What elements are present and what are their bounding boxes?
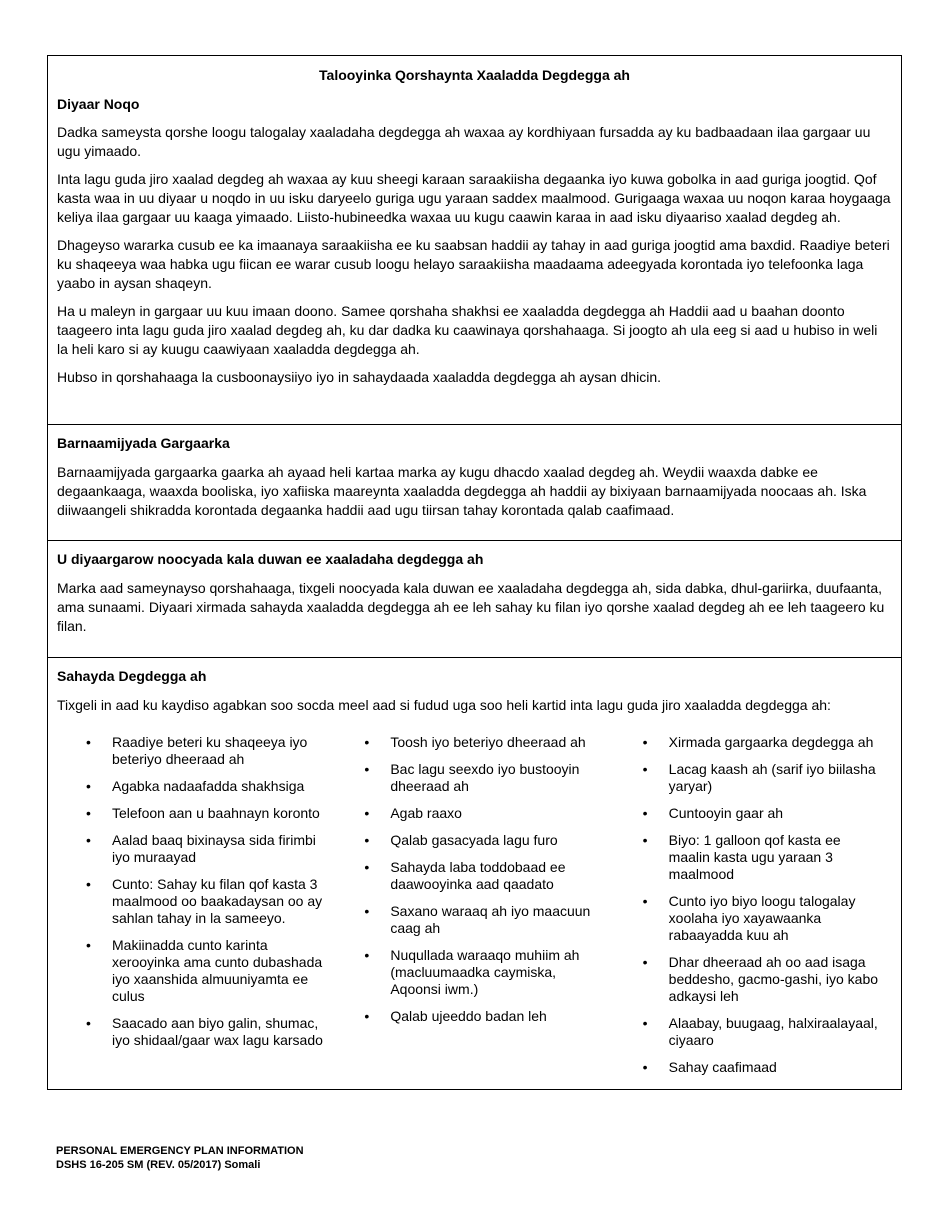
paragraph: Tixgeli in aad ku kaydiso agabkan soo socda meel aad si fudud uga soo heli kartid inta lagu guda jiro xaaladda degdegga ah: [57,697,831,713]
bullet-icon: • [642,1059,648,1075]
supply-item-text: Cunto iyo biyo loogu talogalay xoolaha iyo xayawaanka rabaayadda kuu ah [668,893,856,943]
supply-column-3 [614,734,892,1086]
supply-list-item [84,876,335,927]
supply-item-text: Cuntooyin gaar ah [668,805,784,821]
supply-list-item [84,937,335,1005]
section-be-prepared [48,56,901,425]
bullet-icon: • [364,805,370,821]
supply-list-item [84,734,335,768]
bullet-icon: • [364,1008,370,1024]
supply-item-text: Bac lagu seexdo iyo bustooyin dheeraad ah [390,761,580,794]
paragraph: Dadka sameysta qorshe loogu talogalay xaaladaha degdegga ah waxaa ay kordhiyaan fursadda ay ku badbaadaan ilaa gargaar uu ugu yimaado. [57,124,871,159]
section-heading: Barnaamijyada Gargaarka [57,435,230,451]
supply-item-text: Qalab gasacyada lagu furo [390,832,558,848]
supply-list-item [641,1015,892,1049]
supply-item-text: Xirmada gargaarka degdegga ah [668,734,874,750]
supply-item-text: Biyo: 1 galloon qof kasta ee maalin kasta ugu yaraan 3 maalmood [668,832,841,882]
bullet-icon: • [86,1015,91,1031]
supply-list-item [641,954,892,1005]
section-assistance-programs [48,435,901,541]
bullet-icon: • [642,893,648,909]
bullet-icon: • [86,805,91,821]
supply-item-text: Sahayda laba toddobaad ee daawooyinka aad qaadato [390,859,566,892]
supply-list-item [362,805,613,822]
section-heading: Diyaar Noqo [57,96,140,112]
supply-item-text: Sahay caafimaad [668,1059,777,1075]
document-title: Talooyinka Qorshaynta Xaaladda Degdegga ah [319,67,630,83]
bullet-icon: • [642,954,648,970]
supply-list-item [641,805,892,822]
bullet-icon: • [642,761,648,777]
bullet-icon: • [364,761,370,777]
paragraph: Inta lagu guda jiro xaalad degdeg ah waxaa ay kuu sheegi karaan saraakiisha degaanka iyo kuwa gobolka in aad guriga joogtid. Qof kasta waa in uu diyaar u noqdo in uu isku daryeelo guriga ugu yaraan saddex maalmood. Gurigaaga waxaa uu noqon karaa hoygaaga keliya ilaa gargaar uu kaaga yimaado. Liisto-hubineedka waxaa uu kugu caawin karaa in aad isku diyaariso xaalad degdeg ah. [57,171,891,225]
supply-list-item [362,761,613,795]
supply-list-item [84,805,335,822]
bullet-icon: • [642,734,648,750]
bullet-icon: • [642,805,648,821]
bullet-icon: • [364,903,370,919]
bullet-icon: • [364,947,370,963]
supply-item-text: Lacag kaash ah (sarif iyo biilasha yaryar) [668,761,876,794]
supply-list-item [84,778,335,795]
form-frame [47,55,902,1090]
supply-item-text: Raadiye beteri ku shaqeeya iyo beteriyo dheeraad ah [112,734,308,767]
supply-item-text: Aalad baaq bixinaysa sida firimbi iyo muraayad [112,832,316,865]
supply-list-item [362,734,613,751]
supply-item-text: Nuqullada waraaqo muhiim ah (macluumaadka caymiska, Aqoonsi iwm.) [390,947,580,997]
supply-list-item [362,859,613,893]
bullet-icon: • [642,832,648,848]
supply-item-text: Toosh iyo beteriyo dheeraad ah [390,734,586,750]
supply-list-item [362,832,613,849]
footer-form-number: DSHS 16-205 SM (REV. 05/2017) Somali [56,1159,261,1171]
supply-list-item [641,893,892,944]
bullet-icon: • [86,778,91,794]
bullet-icon: • [364,832,370,848]
paragraph: Hubso in qorshahaaga la cusboonaysiiyo iyo in sahaydaada xaaladda degdegga ah aysan dhicin. [57,369,661,385]
supply-item-text: Makiinadda cunto karinta xerooyinka ama cunto dubashada iyo xaanshida almuuniyamta ee culus [112,937,323,1004]
section-emergency-supplies [48,668,901,1119]
supply-item-text: Cunto: Sahay ku filan qof kasta 3 maalmood oo baakadaysan oo ay sahlan tahay in la sameeyo. [112,876,323,926]
bullet-icon: • [86,734,91,750]
paragraph: Ha u maleyn in gargaar uu kuu imaan doono. Samee qorshaha shakhsi ee xaaladda degdegga ah Haddii aad u baahan doonto taageero inta lagu guda jiro xaalad degdeg ah, ku dar dadka ku caawinaya qorshahaaga. Si joogto ah ula eeg si aad u hubiso in weli la heli karo si ay kuugu caawiyaan xaaladda degdegga ah. [57,303,878,357]
bullet-icon: • [364,734,370,750]
supply-item-text: Qalab ujeeddo badan leh [390,1008,547,1024]
form-footer [56,1144,304,1172]
supply-list-item [362,947,613,998]
supply-item-text: Agabka nadaafadda shakhsiga [112,778,305,794]
supply-item-text: Alaabay, buugaag, halxiraalayaal, ciyaaro [668,1015,878,1048]
supply-list-columns [57,734,892,1086]
supply-list-item [84,1015,335,1049]
supply-item-text: Agab raaxo [390,805,462,821]
supply-item-text: Saacado aan biyo galin, shumac, iyo shidaal/gaar wax lagu karsado [112,1015,323,1048]
supply-list-item [362,903,613,937]
footer-form-name: PERSONAL EMERGENCY PLAN INFORMATION [56,1145,304,1157]
supply-list-item [84,832,335,866]
supply-column-1 [57,734,335,1086]
section-heading: Sahayda Degdegga ah [57,668,207,684]
supply-list-item [362,1008,613,1025]
section-heading: U diyaargarow noocyada kala duwan ee xaaladaha degdegga ah [57,551,484,567]
supply-list-item [641,761,892,795]
supply-list-item [641,832,892,883]
supply-list-item [641,734,892,751]
bullet-icon: • [642,1015,648,1031]
bullet-icon: • [86,937,91,953]
supply-item-text: Telefoon aan u baahnayn koronto [112,805,320,821]
bullet-icon: • [86,832,91,848]
bullet-icon: • [364,859,370,875]
supply-list-item [641,1059,892,1076]
supply-item-text: Saxano waraaq ah iyo maacuun caag ah [390,903,591,936]
paragraph: Marka aad sameynayso qorshahaaga, tixgeli noocyada kala duwan ee xaaladaha degdegga ah, sida dabka, dhul-gariirka, duufaanta, ama sunaami. Diyaari xirmada sahayda xaaladda degdegga ah ee leh sahay ku filan iyo qorshe xaalad degdeg ah ee leh taageero ku filan. [57,580,885,634]
supply-column-2 [335,734,613,1086]
section-emergency-types [48,551,901,658]
paragraph: Dhageyso wararka cusub ee ka imaanaya saraakiisha ee ku saabsan haddii ay tahay in aad guriga joogtid ama baxdid. Raadiye beteri ku shaqeeya waa habka ugu fiican ee warar cusub loogu helayo saraakiisha maadaama adeegyada korontada iyo telefoonka laga yaabo in aysan shaqeyn. [57,237,890,291]
paragraph: Barnaamijyada gargaarka gaarka ah ayaad heli kartaa marka ay kugu dhacdo xaalad degdeg ah. Weydii waaxda dabke ee degaankaaga, waaxda booliska, iyo xafiiska maareynta xaaladda degdegga ah haddii ay bixiyaan barnaamijyada noocaas ah. Iska diiwaangeli shikradda korontada degaanka haddii aad ugu tiirsan tahay korontada qalab caafimaad. [57,464,867,518]
supply-item-text: Dhar dheeraad ah oo aad isaga beddesho, gacmo-gashi, iyo kabo adkaysi leh [668,954,879,1004]
bullet-icon: • [86,876,91,892]
